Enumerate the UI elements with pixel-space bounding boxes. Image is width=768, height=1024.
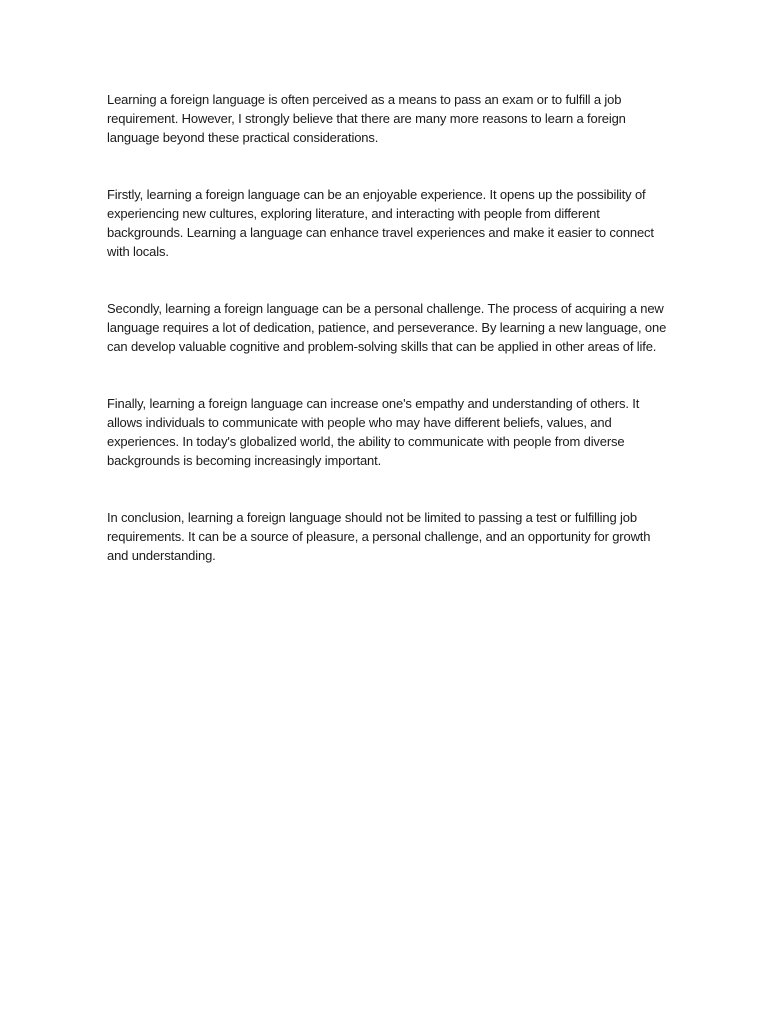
paragraph-conclusion: In conclusion, learning a foreign language should not be limited to passing a test or fulfilling job requirements. It can be a source of pleasure, a personal challenge, and an opportunity for growth and understanding. [107,510,651,563]
paragraph-secondly: Secondly, learning a foreign language can be a personal challenge. The process of acquiring a new language requires a lot of dedication, patience, and perseverance. By learning a new language, one can develop valuable cognitive and problem-solving skills that can be applied in other areas of life. [107,301,667,354]
document-body [107,90,667,603]
paragraph-finally: Finally, learning a foreign language can increase one's empathy and understanding of others. It allows individuals to communicate with people who may have different beliefs, values, and experiences. In today's globalized world, the ability to communicate with people from diverse backgrounds is becoming increasingly important. [107,396,640,468]
paragraph-firstly: Firstly, learning a foreign language can be an enjoyable experience. It opens up the possibility of experiencing new cultures, exploring literature, and interacting with people from different backgrounds. Learning a language can enhance travel experiences and make it easier to connect with locals. [107,187,654,259]
paragraph-introduction: Learning a foreign language is often perceived as a means to pass an exam or to fulfill a job requirement. However, I strongly believe that there are many more reasons to learn a foreign language beyond these practical considerations. [107,92,626,145]
